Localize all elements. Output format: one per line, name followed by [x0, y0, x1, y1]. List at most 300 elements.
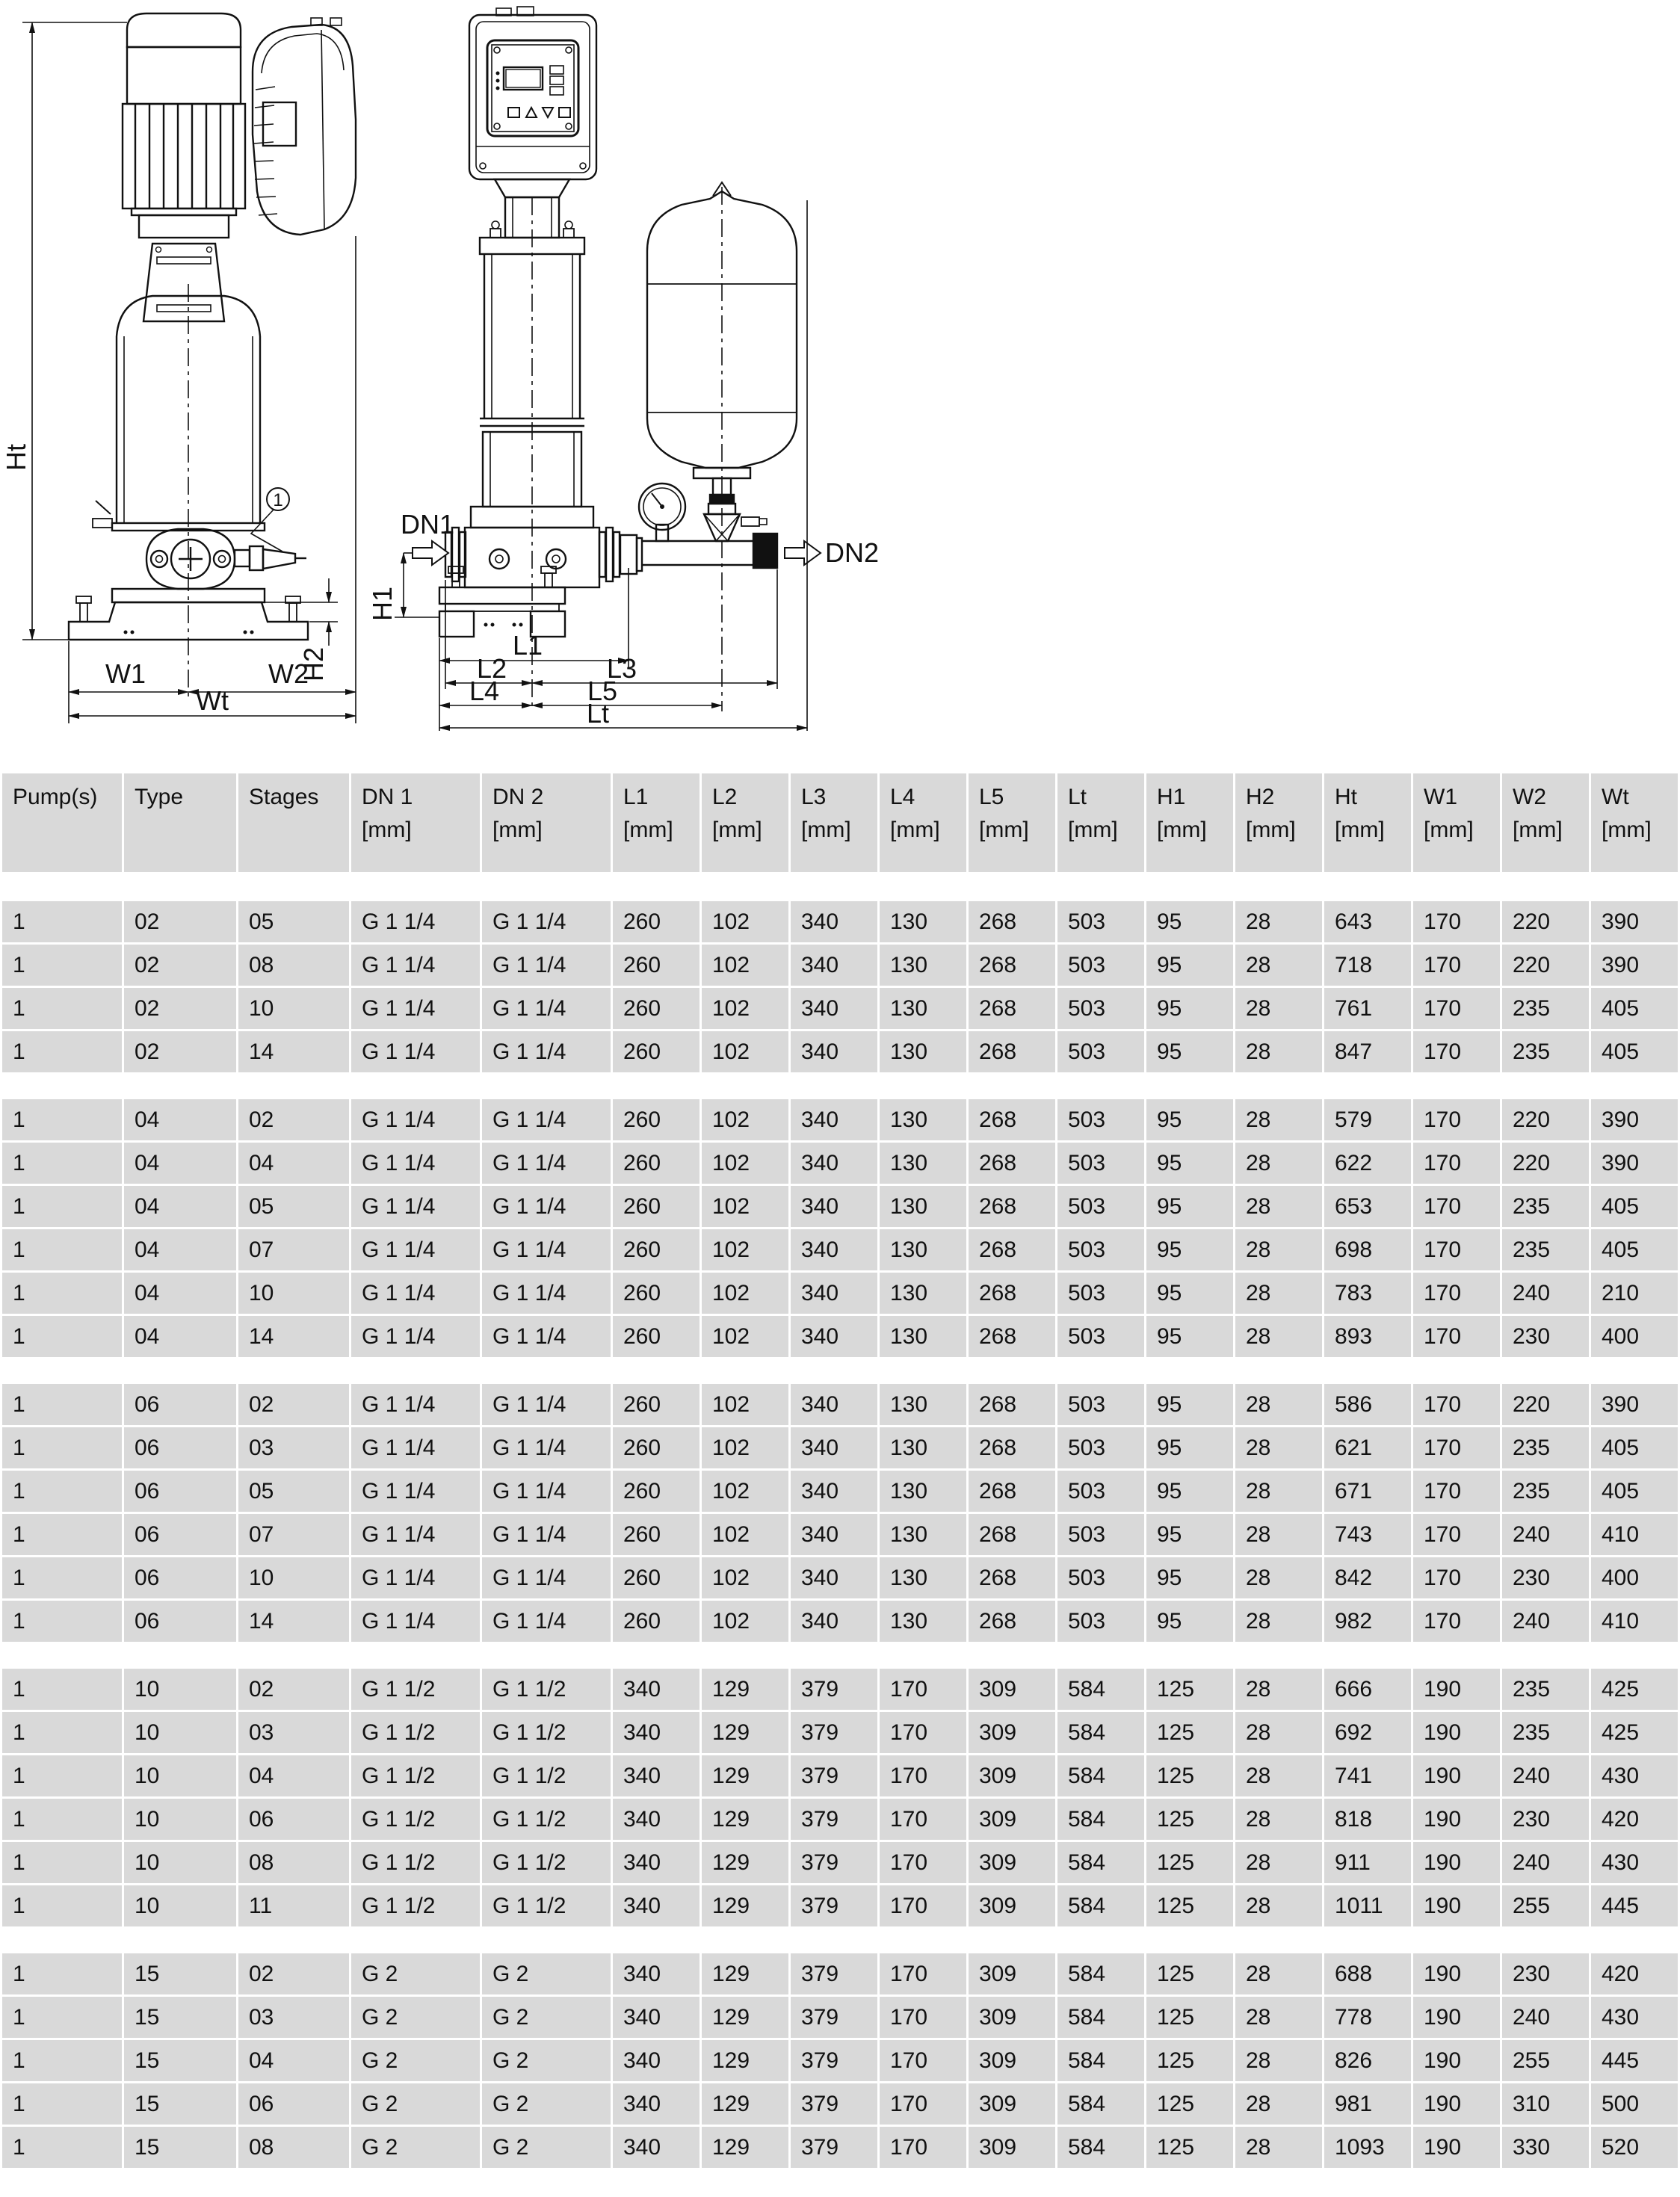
- cell-pump-s: 1: [2, 1273, 122, 1314]
- cell-w1: 170: [1413, 945, 1500, 986]
- cell-h2: 28: [1235, 945, 1322, 986]
- cell-wt: 410: [1591, 1514, 1678, 1555]
- cell-l5: 268: [969, 1514, 1055, 1555]
- cell-dn-2: G 1 1/4: [482, 1471, 611, 1512]
- cell-w2: 235: [1502, 1186, 1589, 1227]
- cell-l4: 170: [880, 2040, 966, 2081]
- cell-type: 06: [124, 1601, 236, 1642]
- cell-type: 15: [124, 2040, 236, 2081]
- cell-ht: 621: [1324, 1427, 1411, 1468]
- cell-l5: 309: [969, 1669, 1055, 1710]
- cell-wt: 390: [1591, 1384, 1678, 1425]
- cell-l5: 268: [969, 1099, 1055, 1140]
- cell-w2: 220: [1502, 1099, 1589, 1140]
- cell-stages: 06: [238, 2083, 349, 2125]
- cell-wt: 430: [1591, 1997, 1678, 2038]
- cell-dn-1: G 1 1/4: [351, 1514, 480, 1555]
- cell-w2: 235: [1502, 988, 1589, 1029]
- cell-w1: 170: [1413, 1273, 1500, 1314]
- table-row: [2, 1885, 1678, 1926]
- cell-type: 04: [124, 1099, 236, 1140]
- table-row: [2, 2127, 1678, 2168]
- cell-h2: 28: [1235, 1229, 1322, 1270]
- cell-w1: 190: [1413, 1997, 1500, 2038]
- cell-dn-1: G 1 1/4: [351, 1471, 480, 1512]
- cell-pump-s: 1: [2, 945, 122, 986]
- cell-l2: 129: [702, 1842, 788, 1883]
- cell-h1: 95: [1146, 945, 1233, 986]
- cell-pump-s: 1: [2, 1143, 122, 1184]
- cell-l5: 309: [969, 1997, 1055, 2038]
- cell-l4: 130: [880, 1186, 966, 1227]
- cell-ht: 579: [1324, 1099, 1411, 1140]
- cell-stages: 04: [238, 1755, 349, 1796]
- dim-label-w2: W2: [268, 658, 309, 689]
- cell-l5: 268: [969, 1273, 1055, 1314]
- table-row: [2, 1099, 1678, 1140]
- cell-dn-1: G 1 1/4: [351, 1316, 480, 1357]
- cell-dn-2: G 2: [482, 1953, 611, 1994]
- cell-h1: 95: [1146, 1099, 1233, 1140]
- cell-l4: 130: [880, 901, 966, 942]
- cell-w2: 240: [1502, 1601, 1589, 1642]
- cell-w1: 170: [1413, 1601, 1500, 1642]
- table-row: [2, 1316, 1678, 1357]
- cell-l1: 340: [613, 1755, 700, 1796]
- cell-h2: 28: [1235, 1953, 1322, 1994]
- cell-ht: 847: [1324, 1031, 1411, 1072]
- cell-l5: 309: [969, 1799, 1055, 1840]
- cell-wt: 445: [1591, 1885, 1678, 1926]
- cell-stages: 02: [238, 1953, 349, 1994]
- cell-w1: 190: [1413, 1712, 1500, 1753]
- cell-wt: 425: [1591, 1669, 1678, 1710]
- cell-stages: 10: [238, 1557, 349, 1598]
- cell-w2: 220: [1502, 1143, 1589, 1184]
- column-header-dn-2: DN 2 [mm]: [482, 773, 611, 872]
- cell-stages: 05: [238, 1186, 349, 1227]
- table-row: [2, 1514, 1678, 1555]
- cell-l1: 340: [613, 1712, 700, 1753]
- group-spacer-row: [2, 1075, 1678, 1097]
- cell-dn-1: G 1 1/4: [351, 1557, 480, 1598]
- table-row: [2, 1273, 1678, 1314]
- cell-h2: 28: [1235, 1471, 1322, 1512]
- cell-w1: 170: [1413, 1384, 1500, 1425]
- cell-stages: 05: [238, 901, 349, 942]
- cell-stages: 08: [238, 945, 349, 986]
- cell-type: 06: [124, 1514, 236, 1555]
- cell-l1: 260: [613, 1186, 700, 1227]
- cell-l3: 340: [791, 1031, 877, 1072]
- column-header-l5: L5 [mm]: [969, 773, 1055, 872]
- cell-l3: 379: [791, 1997, 877, 2038]
- cell-l3: 340: [791, 1514, 877, 1555]
- cell-ht: 761: [1324, 988, 1411, 1029]
- dim-label-ht: Ht: [1, 444, 31, 471]
- cell-dn-2: G 1 1/4: [482, 988, 611, 1029]
- cell-l5: 309: [969, 1712, 1055, 1753]
- cell-stages: 10: [238, 988, 349, 1029]
- cell-l5: 268: [969, 988, 1055, 1029]
- group-spacer-row: [2, 1929, 1678, 1951]
- cell-dn-1: G 1 1/2: [351, 1669, 480, 1710]
- cell-h2: 28: [1235, 2127, 1322, 2168]
- cell-l4: 130: [880, 1143, 966, 1184]
- table-row: [2, 1143, 1678, 1184]
- cell-pump-s: 1: [2, 1669, 122, 1710]
- cell-dn-2: G 1 1/4: [482, 1186, 611, 1227]
- cell-l1: 260: [613, 1557, 700, 1598]
- cell-stages: 06: [238, 1799, 349, 1840]
- table-row: [2, 1186, 1678, 1227]
- dim-label-lt: Lt: [586, 698, 610, 729]
- cell-pump-s: 1: [2, 901, 122, 942]
- table-row: [2, 945, 1678, 986]
- cell-w2: 235: [1502, 1712, 1589, 1753]
- cell-l5: 268: [969, 1143, 1055, 1184]
- cell-w2: 235: [1502, 1427, 1589, 1468]
- cell-h2: 28: [1235, 1143, 1322, 1184]
- cell-stages: 03: [238, 1997, 349, 2038]
- cell-h1: 95: [1146, 1229, 1233, 1270]
- cell-dn-2: G 1 1/4: [482, 1384, 611, 1425]
- cell-lt: 584: [1057, 1712, 1144, 1753]
- cell-stages: 08: [238, 2127, 349, 2168]
- cell-l2: 102: [702, 901, 788, 942]
- cell-dn-2: G 1 1/2: [482, 1842, 611, 1883]
- cell-stages: 02: [238, 1669, 349, 1710]
- cell-ht: 718: [1324, 945, 1411, 986]
- cell-l3: 340: [791, 1384, 877, 1425]
- cell-h2: 28: [1235, 1755, 1322, 1796]
- cell-w1: 170: [1413, 1471, 1500, 1512]
- cell-stages: 03: [238, 1427, 349, 1468]
- cell-pump-s: 1: [2, 1229, 122, 1270]
- cell-wt: 430: [1591, 1842, 1678, 1883]
- cell-h1: 95: [1146, 1514, 1233, 1555]
- cell-h1: 95: [1146, 1557, 1233, 1598]
- cell-l4: 130: [880, 1471, 966, 1512]
- cell-ht: 818: [1324, 1799, 1411, 1840]
- cell-type: 02: [124, 901, 236, 942]
- group-spacer-row: [2, 874, 1678, 899]
- cell-h1: 95: [1146, 1273, 1233, 1314]
- cell-l3: 340: [791, 1471, 877, 1512]
- cell-l3: 340: [791, 1601, 877, 1642]
- cell-l4: 130: [880, 988, 966, 1029]
- cell-l5: 268: [969, 945, 1055, 986]
- cell-h1: 95: [1146, 1471, 1233, 1512]
- cell-w1: 170: [1413, 901, 1500, 942]
- cell-l4: 170: [880, 1669, 966, 1710]
- dim-label-l5: L5: [587, 676, 618, 706]
- cell-dn-1: G 2: [351, 2083, 480, 2125]
- cell-l2: 102: [702, 1514, 788, 1555]
- cell-wt: 390: [1591, 901, 1678, 942]
- cell-l1: 260: [613, 1316, 700, 1357]
- cell-pump-s: 1: [2, 1885, 122, 1926]
- cell-lt: 503: [1057, 1143, 1144, 1184]
- cell-h2: 28: [1235, 1099, 1322, 1140]
- cell-dn-1: G 1 1/4: [351, 1601, 480, 1642]
- cell-l3: 340: [791, 901, 877, 942]
- dim-label-dn1: DN1: [400, 509, 455, 540]
- cell-l1: 340: [613, 1842, 700, 1883]
- cell-l4: 170: [880, 1755, 966, 1796]
- cell-l3: 340: [791, 1427, 877, 1468]
- cell-lt: 584: [1057, 1755, 1144, 1796]
- cell-stages: 11: [238, 1885, 349, 1926]
- cell-ht: 586: [1324, 1384, 1411, 1425]
- cell-l2: 129: [702, 2127, 788, 2168]
- cell-h2: 28: [1235, 1031, 1322, 1072]
- cell-h1: 125: [1146, 1997, 1233, 2038]
- cell-l3: 340: [791, 945, 877, 986]
- cell-lt: 503: [1057, 988, 1144, 1029]
- cell-pump-s: 1: [2, 1031, 122, 1072]
- cell-dn-2: G 1 1/4: [482, 1514, 611, 1555]
- cell-pump-s: 1: [2, 2127, 122, 2168]
- cell-wt: 390: [1591, 1099, 1678, 1140]
- column-header-w2: W2 [mm]: [1502, 773, 1589, 872]
- cell-l5: 268: [969, 1229, 1055, 1270]
- cell-h2: 28: [1235, 1384, 1322, 1425]
- group-spacer-row: [2, 1359, 1678, 1382]
- table-row: [2, 1953, 1678, 1994]
- cell-h2: 28: [1235, 1427, 1322, 1468]
- cell-l5: 268: [969, 1471, 1055, 1512]
- cell-h1: 125: [1146, 1885, 1233, 1926]
- cell-w1: 170: [1413, 1099, 1500, 1140]
- cell-type: 02: [124, 1031, 236, 1072]
- cell-l2: 102: [702, 1229, 788, 1270]
- cell-dn-2: G 2: [482, 2127, 611, 2168]
- table-row: [2, 1229, 1678, 1270]
- cell-dn-2: G 2: [482, 2083, 611, 2125]
- cell-l5: 309: [969, 1755, 1055, 1796]
- cell-h2: 28: [1235, 1669, 1322, 1710]
- cell-type: 10: [124, 1669, 236, 1710]
- cell-h1: 95: [1146, 1384, 1233, 1425]
- cell-pump-s: 1: [2, 1514, 122, 1555]
- cell-l1: 260: [613, 1471, 700, 1512]
- cell-l2: 102: [702, 1384, 788, 1425]
- cell-dn-1: G 2: [351, 2127, 480, 2168]
- table-row: [2, 1557, 1678, 1598]
- dim-label-h2: H2: [298, 646, 329, 682]
- cell-w2: 235: [1502, 1471, 1589, 1512]
- cell-l2: 102: [702, 988, 788, 1029]
- cell-l5: 309: [969, 2040, 1055, 2081]
- cell-wt: 390: [1591, 1143, 1678, 1184]
- cell-w1: 170: [1413, 1031, 1500, 1072]
- cell-l3: 379: [791, 2083, 877, 2125]
- cell-l4: 130: [880, 1099, 966, 1140]
- cell-lt: 503: [1057, 901, 1144, 942]
- cell-wt: 430: [1591, 1755, 1678, 1796]
- cell-h1: 95: [1146, 1031, 1233, 1072]
- cell-w1: 170: [1413, 1143, 1500, 1184]
- cell-dn-2: G 1 1/4: [482, 1427, 611, 1468]
- table-row: [2, 2040, 1678, 2081]
- cell-l4: 170: [880, 2127, 966, 2168]
- cell-l1: 260: [613, 1384, 700, 1425]
- column-header-w1: W1 [mm]: [1413, 773, 1500, 872]
- cell-dn-1: G 1 1/4: [351, 1427, 480, 1468]
- cell-l1: 260: [613, 1229, 700, 1270]
- cell-dn-2: G 1 1/4: [482, 1273, 611, 1314]
- cell-l4: 170: [880, 1885, 966, 1926]
- cell-h1: 95: [1146, 988, 1233, 1029]
- dim-label-dn2: DN2: [824, 537, 880, 568]
- cell-dn-1: G 1 1/4: [351, 901, 480, 942]
- column-header-l4: L4 [mm]: [880, 773, 966, 872]
- cell-ht: 911: [1324, 1842, 1411, 1883]
- cell-l2: 129: [702, 1885, 788, 1926]
- cell-l3: 340: [791, 1273, 877, 1314]
- cell-w1: 170: [1413, 1514, 1500, 1555]
- cell-stages: 07: [238, 1514, 349, 1555]
- cell-ht: 692: [1324, 1712, 1411, 1753]
- cell-l3: 340: [791, 988, 877, 1029]
- cell-lt: 503: [1057, 1427, 1144, 1468]
- cell-dn-2: G 2: [482, 2040, 611, 2081]
- cell-dn-1: G 1 1/4: [351, 1186, 480, 1227]
- cell-type: 06: [124, 1471, 236, 1512]
- cell-lt: 503: [1057, 1557, 1144, 1598]
- column-header-lt: Lt [mm]: [1057, 773, 1144, 872]
- dim-label-h1: H1: [367, 586, 398, 622]
- cell-l5: 268: [969, 1316, 1055, 1357]
- cell-pump-s: 1: [2, 1842, 122, 1883]
- cell-w1: 190: [1413, 1799, 1500, 1840]
- cell-pump-s: 1: [2, 1099, 122, 1140]
- cell-type: 15: [124, 2083, 236, 2125]
- cell-pump-s: 1: [2, 1601, 122, 1642]
- table-row: [2, 1384, 1678, 1425]
- cell-l4: 130: [880, 1031, 966, 1072]
- cell-ht: 688: [1324, 1953, 1411, 1994]
- spacer-cell: [2, 1075, 1678, 1097]
- cell-l5: 268: [969, 1186, 1055, 1227]
- cell-ht: 698: [1324, 1229, 1411, 1270]
- cell-ht: 1011: [1324, 1885, 1411, 1926]
- cell-h2: 28: [1235, 1186, 1322, 1227]
- cell-dn-1: G 1 1/2: [351, 1885, 480, 1926]
- cell-lt: 503: [1057, 1099, 1144, 1140]
- cell-l1: 340: [613, 1997, 700, 2038]
- cell-l5: 268: [969, 1557, 1055, 1598]
- cell-l5: 268: [969, 1031, 1055, 1072]
- cell-h1: 95: [1146, 1316, 1233, 1357]
- dim-label-l3: L3: [606, 653, 637, 684]
- cell-w1: 190: [1413, 1842, 1500, 1883]
- table-row: [2, 1601, 1678, 1642]
- cell-ht: 743: [1324, 1514, 1411, 1555]
- cell-h2: 28: [1235, 1316, 1322, 1357]
- cell-stages: 14: [238, 1601, 349, 1642]
- cell-l2: 129: [702, 2083, 788, 2125]
- cell-l1: 260: [613, 988, 700, 1029]
- cell-l2: 102: [702, 1316, 788, 1357]
- cell-dn-2: G 1 1/4: [482, 1316, 611, 1357]
- cell-dn-1: G 1 1/4: [351, 1229, 480, 1270]
- cell-w1: 170: [1413, 1316, 1500, 1357]
- cell-l4: 170: [880, 1842, 966, 1883]
- cell-h2: 28: [1235, 1557, 1322, 1598]
- cell-l2: 129: [702, 1997, 788, 2038]
- cell-l2: 102: [702, 1143, 788, 1184]
- cell-h1: 95: [1146, 1143, 1233, 1184]
- cell-w1: 190: [1413, 2040, 1500, 2081]
- cell-w2: 220: [1502, 901, 1589, 942]
- cell-stages: 04: [238, 1143, 349, 1184]
- cell-wt: 500: [1591, 2083, 1678, 2125]
- spacer-cell: [2, 1929, 1678, 1951]
- cell-type: 04: [124, 1186, 236, 1227]
- cell-w2: 330: [1502, 2127, 1589, 2168]
- cell-type: 10: [124, 1712, 236, 1753]
- cell-wt: 405: [1591, 1186, 1678, 1227]
- cell-l1: 260: [613, 1601, 700, 1642]
- cell-l5: 309: [969, 2127, 1055, 2168]
- cell-w2: 235: [1502, 1031, 1589, 1072]
- cell-pump-s: 1: [2, 988, 122, 1029]
- dimensions-table: [0, 771, 1680, 2170]
- cell-h2: 28: [1235, 1601, 1322, 1642]
- cell-dn-1: G 1 1/2: [351, 1842, 480, 1883]
- cell-ht: 643: [1324, 901, 1411, 942]
- cell-l3: 340: [791, 1557, 877, 1598]
- cell-l1: 260: [613, 901, 700, 942]
- cell-w2: 230: [1502, 1557, 1589, 1598]
- cell-pump-s: 1: [2, 1755, 122, 1796]
- cell-l2: 102: [702, 1031, 788, 1072]
- cell-stages: 14: [238, 1031, 349, 1072]
- cell-l2: 129: [702, 1712, 788, 1753]
- cell-l5: 268: [969, 901, 1055, 942]
- cell-l5: 309: [969, 1885, 1055, 1926]
- cell-type: 02: [124, 988, 236, 1029]
- table-row: [2, 2083, 1678, 2125]
- cell-lt: 503: [1057, 1471, 1144, 1512]
- cell-l4: 170: [880, 2083, 966, 2125]
- cell-l5: 309: [969, 2083, 1055, 2125]
- cell-dn-2: G 1 1/2: [482, 1755, 611, 1796]
- cell-ht: 778: [1324, 1997, 1411, 2038]
- cell-pump-s: 1: [2, 1997, 122, 2038]
- cell-lt: 503: [1057, 1229, 1144, 1270]
- cell-type: 10: [124, 1842, 236, 1883]
- dimension-diagrams: [0, 0, 1680, 771]
- cell-type: 10: [124, 1885, 236, 1926]
- spacer-cell: [2, 1359, 1678, 1382]
- table-row: [2, 1031, 1678, 1072]
- table-row: [2, 1669, 1678, 1710]
- cell-l2: 129: [702, 1953, 788, 1994]
- cell-pump-s: 1: [2, 1316, 122, 1357]
- cell-w2: 220: [1502, 945, 1589, 986]
- cell-h2: 28: [1235, 1514, 1322, 1555]
- cell-pump-s: 1: [2, 1427, 122, 1468]
- cell-l5: 309: [969, 1842, 1055, 1883]
- cell-wt: 390: [1591, 945, 1678, 986]
- cell-lt: 584: [1057, 2083, 1144, 2125]
- cell-dn-2: G 1 1/4: [482, 1143, 611, 1184]
- cell-dn-2: G 1 1/4: [482, 945, 611, 986]
- cell-l1: 260: [613, 1273, 700, 1314]
